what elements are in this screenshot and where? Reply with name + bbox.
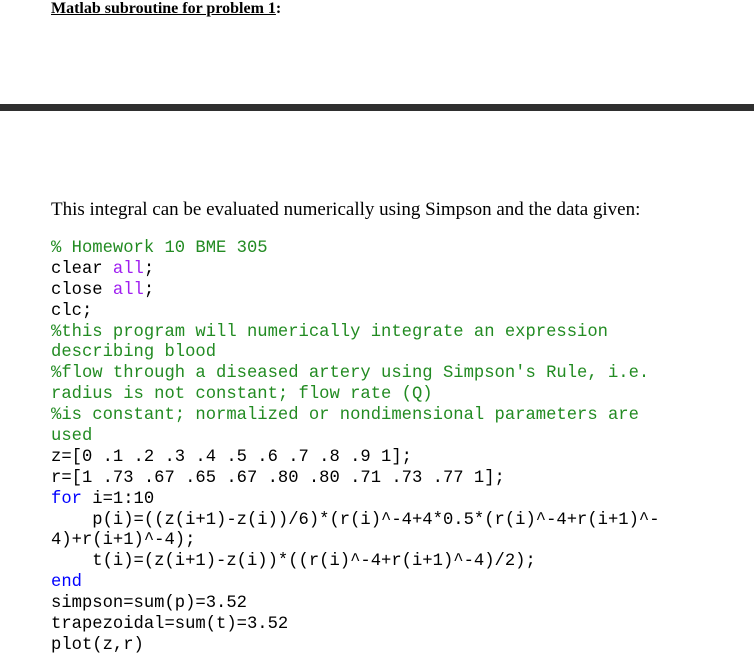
code-token: trapezoidal=sum(t)=3.52 [51,615,289,635]
code-line [51,594,660,615]
code-token: i=1:10 [81,489,155,509]
code-line [51,385,660,406]
code-token: close [51,280,113,300]
code-line [51,490,660,511]
code-line [51,573,660,594]
code-token: end [51,573,82,593]
code-line [51,302,660,323]
code-token: clear [51,259,113,279]
code-line [51,260,660,281]
code-line [51,448,660,469]
code-line [51,364,660,385]
code-token: 4)+r(i+1)^-4); [51,531,196,551]
code-line [51,511,660,532]
code-line [51,323,660,344]
code-token: radius is not constant; flow rate (Q) [51,385,433,405]
code-line [51,531,660,552]
intro-paragraph: This integral can be evaluated numerically using Simpson and the data given: [51,199,641,220]
section-heading-label: Matlab subroutine for problem 1 [51,0,276,17]
code-token: %flow through a diseased artery using Simpson's Rule, i.e. [51,364,650,384]
code-token: plot(z,r) [51,635,144,655]
code-line [51,469,660,490]
code-token: p(i)=((z(i+1)-z(i))/6)*(r(i)^-4+4*0.5*(r(i)^-4+r(i+1)^- [51,510,660,530]
code-token: for [51,489,82,509]
code-token: ; [143,280,155,300]
code-token: all [112,280,144,300]
code-line [51,343,660,364]
code-token: all [112,259,144,279]
code-line [51,427,660,448]
section-divider [0,104,754,111]
section-heading [51,0,281,18]
code-line [51,239,660,260]
code-line [51,615,660,636]
code-token: %is constant; normalized or nondimensional parameters are [51,406,639,426]
code-token: z=[0 .1 .2 .3 .4 .5 .6 .7 .8 .9 1]; [51,447,412,467]
code-line [51,281,660,302]
code-token: % Homework 10 BME 305 [51,239,268,258]
code-token: ; [143,259,155,279]
code-line [51,406,660,427]
code-token: describing blood [51,343,217,363]
code-token: used [51,427,93,447]
matlab-code-block [51,239,660,657]
code-line [51,636,660,657]
code-token: clc; [51,301,93,321]
section-heading-suffix: : [275,0,282,17]
code-token: r=[1 .73 .67 .65 .67 .80 .80 .71 .73 .77 1]; [51,468,505,488]
code-token: simpson=sum(p)=3.52 [51,594,247,614]
code-line [51,552,660,573]
code-token: t(i)=(z(i+1)-z(i))*((r(i)^-4+r(i+1)^-4)/2); [51,552,536,572]
code-token: %this program will numerically integrate an expression [51,322,608,342]
